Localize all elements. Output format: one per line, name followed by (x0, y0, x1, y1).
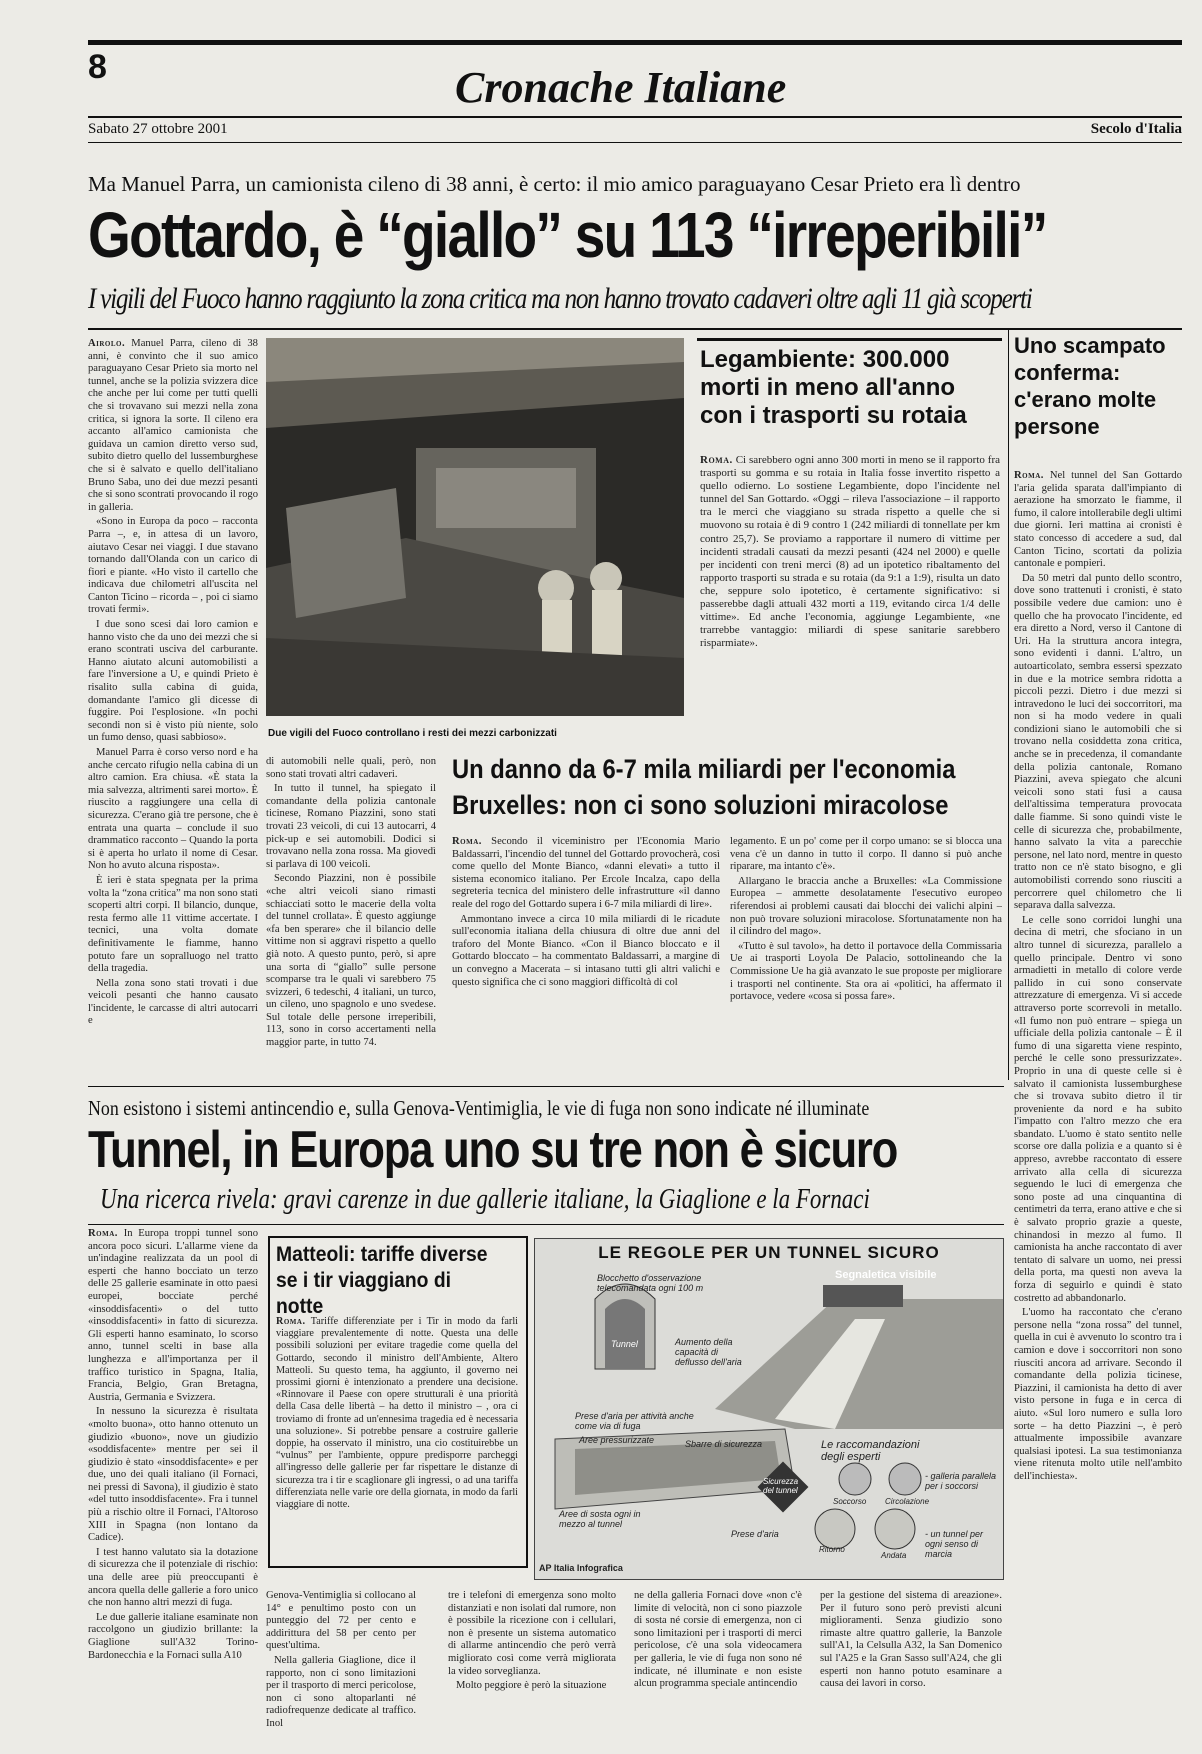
paragraph: Nel tunnel del San Gottardo l'aria gelida sparata dall'impianto di aerazione ha smorzato le fiamme, il fumo, il calore intollerabile degli ultimi due giorni. Ieri mattina ai cronisti è stato concesso di accedere a sud, dal Canton Ticino, scortati da polizia cantonale e pompieri. (1014, 470, 1182, 570)
story2-column-1 (88, 1228, 258, 1738)
label-andata: Andata (881, 1551, 907, 1560)
paragraph: I test hanno valutato sia la dotazione di sicurezza che il potenziale di rischio: una delle aree più preoccupanti è ancora quella delle gallerie a foro unico che non hanno altri mezzi di fuga. (88, 1546, 258, 1609)
matteoli-headline: Matteoli: tariffe diverse se i tir viaggiano di notte (276, 1243, 488, 1318)
tunnel-infographic (534, 1238, 1004, 1580)
dateline: Roma. (452, 836, 482, 847)
label-ritorno: Ritorno (819, 1545, 845, 1554)
dateline: Roma. (88, 1228, 118, 1239)
story1-kicker: Ma Manuel Parra, un camionista cileno di 38 anni, è certo: il mio amico paraguayano Cesar Prieto era lì dentro (88, 172, 1021, 196)
masthead-rule (88, 116, 1182, 118)
label-raccomandazioni: Le raccomandazioni degli esperti (821, 1439, 920, 1463)
paragraph: Secondo il viceministro per l'Economia Mario Baldassarri, l'incendio del tunnel del Gottardo provocherà, così come quello del Monte Bianco, «danni elevati» a tutto il sistema economico italiano. Per Ercole Incalza, capo della segreteria tecnica del ministero delle infrastrutture «il danno reale del rogo del Gottardo supera i 6-7 mila miliardi di lire». (452, 836, 720, 910)
paragraph: ne della galleria Fornaci dove «non c'è limite di velocità, non ci sono piazzole di sosta né corsie di emergenza, non ci sono limitazioni per i trasporti di merci pericolose, c'è una sola videocamera per galleria, le vie di fuga non sono né indicate, né illuminate e non esiste alcun programma speciale antincendio (634, 1590, 802, 1690)
paragraph: tre i telefoni di emergenza sono molto distanziati e non isolati dal rumore, non è possibile la ricezione con i cellulari, non è presente un sistema automatico di allarme antincendio che però verrà migliorato così come verrà migliorata la video sorveglianza. (448, 1590, 616, 1677)
paragraph: Da 50 metri dal punto dello scontro, dove sono trattenuti i cronisti, è stato possibile vedere due camion: uno è quello che ha provocato l'incidente, ed era diretto a Nord, verso il Cantone di Uri. Ha la struttura ancora integra, sono evidenti i danni. L'altro, un autoarticolato, sembra essersi spezzato in due e la motrice sembra ridotta a piccoli pezzi. Dietro i due mezzi si intravedono le luci dei soccorritori, ma non si ha modo vedere in quali condizioni siano le automobili che si trovano nella cosiddetta zona critica, anche se in precedenza, il comandante della polizia cantonale, Romano Piazzini, aveva spiegato che alcuni veicoli sono stati fusi a causa dell'altissima temperatura provocata dalle fiamme. Si sono quindi viste le celle di sicurezza che, probabilmente, hanno salvato la vita a parecchie persone, nel lato nord, mentre in questo tratto non ce n'è stato bisogno, e gli automobilisti correndo sono riusciti a percorrere quel chilometro che li separava dalla salvezza. (1014, 572, 1182, 912)
paragraph: Secondo Piazzini, non è possibile «che altri veicoli siano rimasti schiacciati sotto le macerie della volta del tunnel crollata». È questo aggiunge «fa ben sperare» che il bilancio delle vittime non si aggravi rispetto a quello già noto. A questo punto, però, si apre una sorta di “giallo” sulle persone scomparse tra le quali vi sarebbero 75 svizzeri, 6 tedeschi, 4 italiani, un turco, un cileno, uno spagnolo e uno svedese. Sul totale delle persone irreperibili, 113, sono in corso accertamenti nella maggior parte, in tutto 74. (266, 873, 436, 1049)
page-number: 8 (88, 48, 107, 86)
column-divider (1008, 330, 1009, 1080)
label-tunnel: Tunnel (611, 1339, 638, 1349)
scampato-body (1014, 470, 1182, 1735)
paragraph: Le celle sono corridoi lunghi una decina di metri, che sfociano in un altro tunnel di sicurezza, parallelo a quello principale. Dentro vi sono armadietti in metallo di colore verde pallido in cui sono conservate attrezzature di emergenza. Vi si accede attraverso porte scorrevoli in metallo. «Il fumo non può entrare – spiega un ufficiale della polizia cantonale – È il fumo di una sigaretta viene respinto, perché le celle sono pressurizzate». Proprio in una di queste celle si è salvato il camionista lussemburghese che si trovava subito dietro il tir proveniente da nord e ha subito l'impatto con l'altro mezzo che era sbandato. L'uomo è stato sentito nelle scorse ore dalla polizia e a quanto si è appreso, avrebbe raccontato di essere arrivato alla cella di sicurezza seguendo le luci di emergenza che sono poste ad una cinquantina di centimetri da terra, erano attive e che si è salvato proprio grazie a queste, chinandosi in mezzo al fumo. Il camionista ha anche raccontato di aver tentato di salvare un uomo, nei pressi della porta, ma questi non aveva la forza di seguirlo e quindi è stato costretto ad abbandonarlo. (1014, 914, 1182, 1304)
paragraph: «Sono in Europa da poco – racconta Parra –, e, in attesa di un lavoro, aiutavo Cesar nei viaggi. I due stavano tornando dall'Olanda con un carico di fiori e piante. «Ho visto il cartello che indicava due chilometri all'uscita nel Canton Ticino – ricorda – , poi ci siamo trovati fermi». (88, 516, 258, 616)
photo-firefighters (266, 338, 684, 716)
infographic-credit: AP Italia Infografica (539, 1563, 623, 1573)
story2-bottom-column-1 (266, 1590, 416, 1740)
photo-caption: Due vigili del Fuoco controllano i resti dei mezzi carbonizzati (268, 728, 557, 739)
economia-headline-1: Un danno da 6-7 mila miliardi per l'economia (452, 754, 956, 784)
paragraph: «Tutto è sul tavolo», ha detto il portavoce della Commissaria Ue ai trasporti Loyola De Palacio, sottolineando che la Commissione Ue ha già avanzato le sue proposte per migliorare i trasporti nel continente. Sta ora ai «politici, ha affermato il portavoce, vedere «cosa si possa fare». (730, 940, 1002, 1003)
paragraph: legamento. È un po' come per il corpo umano: se si blocca una vena c'è un danno in tutto il corpo. Il danno si può anche riparare, ma intanto c'è». (730, 836, 1002, 873)
paper-name: Secolo d'Italia (1090, 121, 1182, 137)
paragraph: Molto peggiore è però la situazione (456, 1680, 607, 1692)
story2-bottom-column-4 (820, 1590, 1002, 1740)
story1-column-2 (266, 756, 436, 1078)
story1-column-1 (88, 338, 258, 1078)
paragraph: In nessuno la sicurezza è risultata «molto buona», otto hanno ottenuto un giudizio «buono», nove un giudizio «soddisfacente» mentre per sei il giudizio è stato «insoddisfacente» e per due, uno dei quali italiano (il Fornaci, nei pressi di Savona), il giudizio è stato «del tutto insoddisfacente». Fra i tunnel più a rischio oltre il Fornaci, l'Altoroso XIII in Spagna (non lontano da Cadice). (88, 1406, 258, 1544)
paragraph: Ammontano invece a circa 10 mila miliardi di le ricadute sull'economia italiana della chiusura di oltre due anni del traforo del Monte Bianco. «Con il Bianco bloccato e il Gottardo bloccato – ha commentato Baldassarri, a margine di un convegno a Macerata – si intasano tutti gli altri valichi e questo significa che ci sono maggiori difficoltà di col (452, 913, 720, 988)
infographic-title: LE REGOLE PER UN TUNNEL SICURO (598, 1243, 940, 1262)
scampato-headline: Uno scampato conferma: c'erano molte persone (1014, 333, 1166, 439)
label-aree-sosta: Aree di sosta ogni in mezzo al tunnel (559, 1509, 641, 1529)
label-prese-2: Prese d'aria (731, 1529, 779, 1539)
legambiente-headline: Legambiente: 300.000 morti in meno all'anno con i trasporti su rotaia (700, 346, 967, 429)
story2-bottom-column-2 (448, 1590, 616, 1740)
label-tunnel-doppio: - un tunnel per ogni senso di marcia (925, 1529, 984, 1559)
dateline: Roma. (1014, 470, 1044, 481)
paragraph: Manuel Parra, cileno di 38 anni, è convinto che il suo amico paraguayano Cesar Prieto sia morto nel tunnel, anche se la polizia svizzera dice che anche per lui come per tutti quelli che si trovavano sui mezzi nella zona critica, si ignora la sorte. Il cileno era accanto all'amico camionista che guidava un camion diretto verso sud, subito dietro quello del lussemburghese che si è salvato e quello dell'italiano Bruno Saba, uno dei due mezzi pesanti che si sono scontrati provocando il rogo in galleria. (88, 338, 258, 513)
story2-subhead: Una ricerca rivela: gravi carenze in due gallerie italiane, la Giaglione e la Fornaci (100, 1184, 870, 1215)
masthead-underline (88, 142, 1182, 143)
label-aumento: Aumento della capacità di deflusso dell'aria (675, 1337, 742, 1367)
issue-date: Sabato 27 ottobre 2001 (88, 121, 228, 137)
paragraph: Genova-Ventimiglia si collocano al 14° e penultimo posto con un punteggio del 72 per cento e addirittura del 58 per cento per quest'ultima. (266, 1590, 416, 1652)
story2-rule (88, 1224, 1004, 1225)
paragraph: Nella galleria Giaglione, dice il rapporto, non ci sono limitazioni per il trasporto di merci pericolose, non ci sono altoparlanti né radiofrequenze dedicate al traffico. Inol (266, 1654, 416, 1729)
story2-kicker: Non esistono i sistemi antincendio e, sulla Genova-Ventimiglia, le vie di fuga non sono indicate né illuminate (88, 1096, 870, 1120)
label-prese: Prese d'aria per attività anche come via di fuga (575, 1411, 694, 1431)
paragraph: In Europa troppi tunnel sono ancora poco sicuri. L'allarme viene da un'indagine realizzata da un pool di esperti che hanno bocciato un terzo delle 25 gallerie esaminate in otto paesi europei, bocciate perché «insoddisfacenti» o del tutto «insoddisfacenti» in fatto di sicurezza. Gli esperti hanno esaminato, lo scorso anno, tunnel scelti in base alla lunghezza e all'importanza per il traffico turistico in Spagna, Italia, Francia, Belgio, Gran Bretagna, Austria, Germania e Svizzera. (88, 1228, 258, 1403)
matteoli-body (276, 1316, 518, 1560)
paragraph: Manuel Parra è corso verso nord e ha anche cercato rifugio nella cabina di un altro camion. Era chiusa. «È stata la mia salvezza, altrimenti sarei morto». È riuscito a raggiungere una cella di sicurezza. C'erano già tre persone, che è entrata una quarta – conclude il suo drammatico racconto – Quando la porta si è aperta ho urlato il nome di Cesar. Non ho avuto alcuna risposta». (88, 747, 258, 872)
story2-top-rule (88, 1086, 1004, 1087)
top-rule (88, 40, 1182, 45)
paragraph: per la gestione del sistema di areazione». Per il futuro sono però previsti alcuni miglioramenti. Senza giudizio sono rimaste altre quattro gallerie, la Banzole sull'A1, la Celsulla A32, la San Domenico sul l'A25 e la Gran Sasso sull'A24, che gli esperti non hanno potuto esaminare a causa dei lavori in corso. (820, 1590, 1002, 1690)
paragraph: Allargano le braccia anche a Bruxelles: «La Commissione Europea – ammette desolatamente l'esecutivo europeo riferendosi ai problemi causati dai blocchi dei valichi alpini – non può trovare soluzioni miracolose. Sfortunatamente non ha il cilindro del mago». (730, 875, 1002, 938)
economia-column-1 (452, 836, 720, 1072)
label-bollino: Blocchetto d'osservazione telecomandata ogni 100 m (597, 1273, 704, 1293)
dateline: Airolo. (88, 338, 126, 349)
economia-column-2 (730, 836, 1002, 1072)
label-segnaletica: Segnaletica visibile (835, 1269, 937, 1281)
dateline: Roma. (276, 1316, 306, 1327)
paragraph: I due sono scesi dai loro camion e hanno visto che da uno dei mezzi che si erano scontrati usciva del carburante. Hanno aiutato alcuni automobilisti a fare l'inversione a U, e quindi Prieto è risalito sulla cabina di guida, domandante l'amico gli dicesse di fuggire. Poi l'esplosione. «In pochi secondi non si è visto più niente, solo un fumo denso, quasi sabbioso». (88, 619, 258, 744)
label-circolazione: Circolazione (885, 1497, 930, 1506)
story2-bottom-column-3 (634, 1590, 802, 1740)
economia-headline-2: Bruxelles: non ci sono soluzioni miracolose (452, 790, 949, 820)
dateline: Roma. (700, 454, 733, 466)
legambiente-body (700, 454, 1000, 754)
paragraph: Tariffe differenziate per i Tir in modo da farli viaggiare prevalentemente di notte. Questa una delle possibili soluzioni per evitare tragedie come quella del Gottardo, secondo il ministro dell'Ambiente, Altero Matteoli. Su questo tema, ha aggiunto, il governo nei prossimi giorni è intenzionato a prendere una decisione. «Rinnovare il Paese con opere strutturali è una priorità della Casa delle libertà – ha detto il ministro – , ora ci troviamo di fronte ad un'ennesima tragedia ed è necessaria una soluzione». Si potrebbe pensare a costruire gallerie doppie, ha osservato il ministro, una cio costituirebbe un “vulnus” per l'ambiente, oppure predisporre parcheggi all'ingresso delle gallerie per far rispettare le distanze di sicurezza tra i tir e scaglionare gli ingressi, o ad una tariffa differenziata nelle varie ore della giornata, in modo da farli viaggiare di notte. (276, 1316, 518, 1511)
paragraph: Nella zona sono stati trovati i due veicoli pesanti che hanno causato l'incidente, le carcasse di altri autocarri e (88, 977, 258, 1027)
story2-headline: Tunnel, in Europa uno su tre non è sicuro (88, 1121, 898, 1179)
story1-rule (88, 328, 1182, 330)
story1-headline: Gottardo, è “giallo” su 113 “irreperibili” (88, 199, 1047, 271)
section-title: Cronache Italiane (455, 63, 787, 112)
label-soccorso: Soccorso (833, 1497, 867, 1506)
label-aree: Aree pressurizzate (579, 1435, 655, 1445)
paragraph: È ieri è stata spegnata per la prima volta la “zona critica” ma non sono stati scoperti altri corpi. Il bilancio, dunque, resta fermo alle 11 vittime accertate. I tecnici, una volta domate definitivamente le fiamme, hanno potuto fare un sopralluogo nel tratto della tragedia. (88, 874, 258, 975)
paragraph: L'uomo ha raccontato che c'erano persone nella “zona rossa” del tunnel, quella in cui è avvenuto lo scontro tra i camion e dove i soccorritori non sono riusciti ancora ad arrivare. Secondo il comandante della polizia ticinese, Piazzini, il camionista ha detto di aver visto persone in fuga e in cerca di aiuto. «Sul loro numero e sulla loro sorte – ha detto Piazzini –, è però attualmente impossibile avanzare qualsiasi ipotesi. La sua testimonianza viene ritenuta molto utile nell'ambito dell'inchiesta». (1014, 1307, 1182, 1482)
paragraph: Le due gallerie italiane esaminate non raccolgono un giudizio brillante: la Giaglione sull'A32 Torino-Bardonecchia e la Fornaci sulla A10 (88, 1611, 258, 1661)
paragraph: Ci sarebbero ogni anno 300 morti in meno se il rapporto fra trasporti su gomma e su rotaia in Italia fosse invertito rispetto a quello odierno. Lo sostiene Legambiente, dopo l'incidente nel tunnel del San Gottardo. «Oggi – rileva l'associazione – il rapporto tra le merci che viaggiano su strada rispetto a quelle che si muovono su rotaia è di 9 contro 1 (242 miliardi di tonnellate per km contro 25,7). Se proviamo a rapportare il numero di vittime per incidenti stradali causati da mezzi pesanti (424 nel 2000) e quelle per incidenti con treni merci (8) ad un ipotetico ribaltamento del rapporto trasporti su strada e su rotaia (da 9:1 a 1:9), risulta un dato che, seppure solo ipotetico, è certamente significativo: si passerebbe dagli attuali 432 morti a 119, evitando circa 1/4 delle vittime». Ed anche l'economia, aggiunge Legambiente, «ne trarrebbe vantaggio: miliardi di spese sanitarie sarebbero risparmiate». (700, 454, 1000, 650)
label-sicurezza: Sicurezza del tunnel (763, 1477, 799, 1495)
story1-subhead: I vigili del Fuoco hanno raggiunto la zona critica ma non hanno trovato cadaveri oltre agli 11 già scoperti (88, 282, 1032, 315)
legambiente-rule (697, 338, 1002, 341)
paragraph: In tutto il tunnel, ha spiegato il comandante della polizia cantonale ticinese, Romano Piazzini, sono stati trovati 23 veicoli, di cui 13 autocarri, 4 pick-up e sei automobili. Dodici si trovavano nella zona rossa. Ma giovedì si parlava di 100 veicoli. (266, 783, 436, 870)
label-galleria: - galleria parallela per i soccorsi (925, 1471, 997, 1491)
label-sbarre: Sbarre di sicurezza (685, 1439, 763, 1449)
paragraph: di automobili nelle quali, però, non sono stati trovati altri cadaveri. (266, 756, 436, 780)
photo-scene (266, 338, 684, 716)
